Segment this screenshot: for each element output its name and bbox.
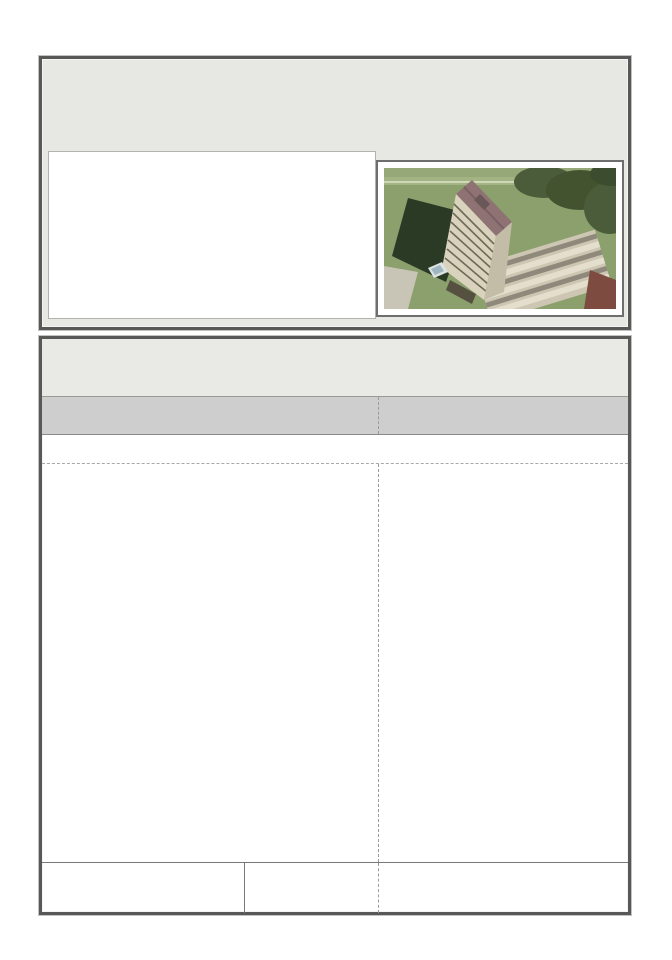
column-header-primary <box>378 397 628 434</box>
column-headers <box>42 397 628 435</box>
certificate-header-box <box>39 56 631 330</box>
energy-section-title-area <box>42 339 628 397</box>
energy-rating-box <box>39 336 631 915</box>
column-divider-dashed <box>378 464 379 862</box>
column-header-delivered <box>42 397 378 434</box>
rating-chart-area <box>42 464 628 862</box>
specific-values-row <box>42 435 628 464</box>
column-divider-dashed <box>378 863 379 913</box>
building-photo-card <box>376 160 624 317</box>
building-info-card <box>48 151 376 319</box>
whole-building-label-cell <box>42 863 245 913</box>
building-aerial-photo <box>384 168 616 309</box>
whole-building-values-row <box>42 862 628 913</box>
